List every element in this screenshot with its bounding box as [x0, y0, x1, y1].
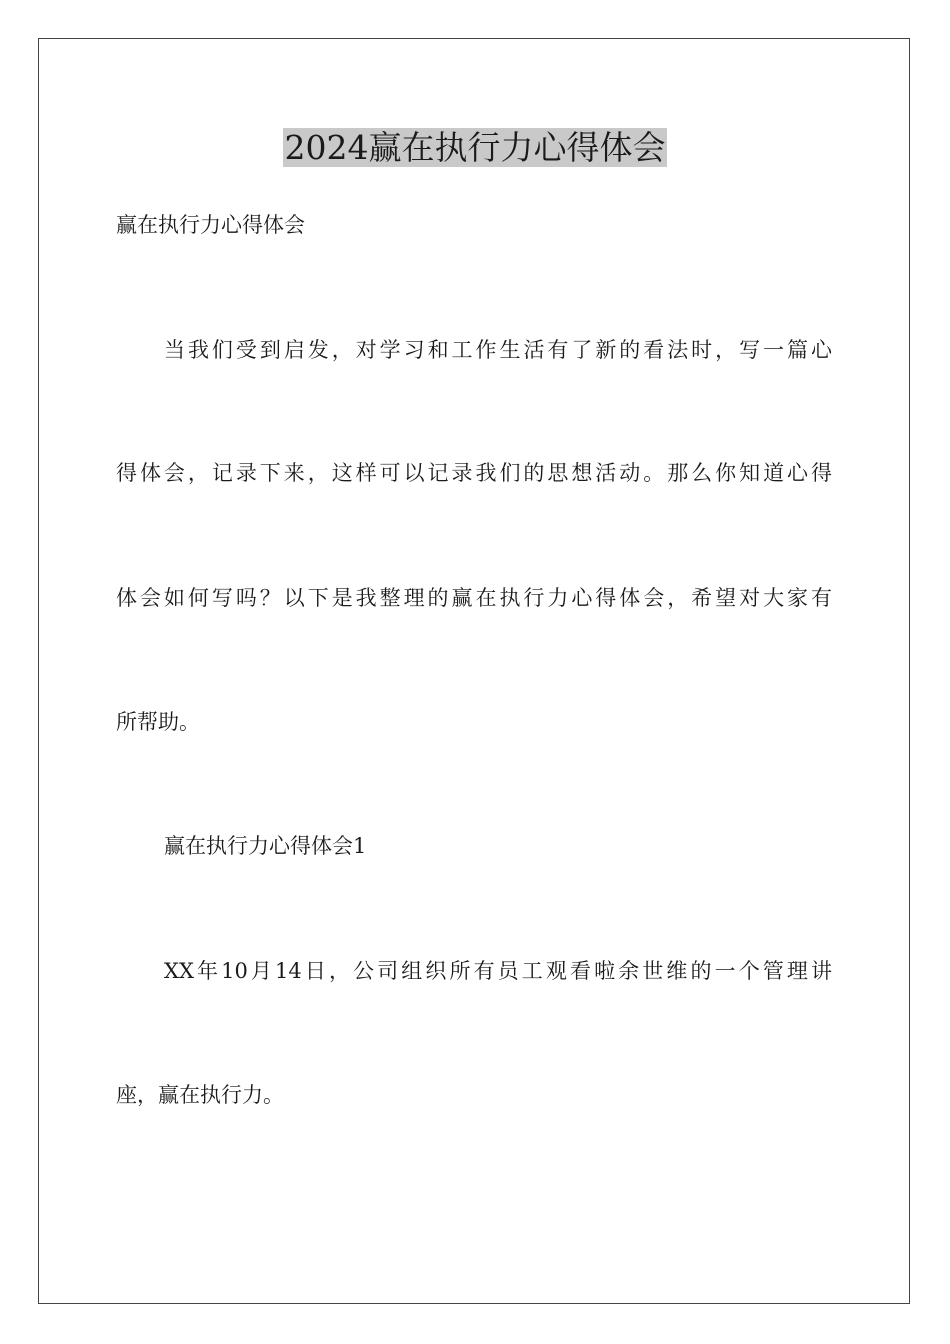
body-line-1: XX年10月14日，公司组织所有员工观看啦余世维的一个管理讲 — [164, 959, 832, 983]
intro-line-3: 体会如何写吗？以下是我整理的赢在执行力心得体会，希望对大家有 — [116, 586, 832, 610]
document-title-text: 2024赢在执行力心得体会 — [284, 128, 666, 167]
body-line-2: 座，赢在执行力。 — [116, 1083, 284, 1107]
intro-line-2: 得体会，记录下来，这样可以记录我们的思想活动。那么你知道心得 — [116, 461, 832, 485]
document-subtitle: 赢在执行力心得体会 — [116, 213, 305, 237]
intro-line-4: 所帮助。 — [116, 710, 200, 734]
intro-line-1: 当我们受到启发，对学习和工作生活有了新的看法时，写一篇心 — [164, 338, 832, 362]
section-heading: 赢在执行力心得体会1 — [164, 834, 367, 858]
document-title — [0, 128, 950, 168]
